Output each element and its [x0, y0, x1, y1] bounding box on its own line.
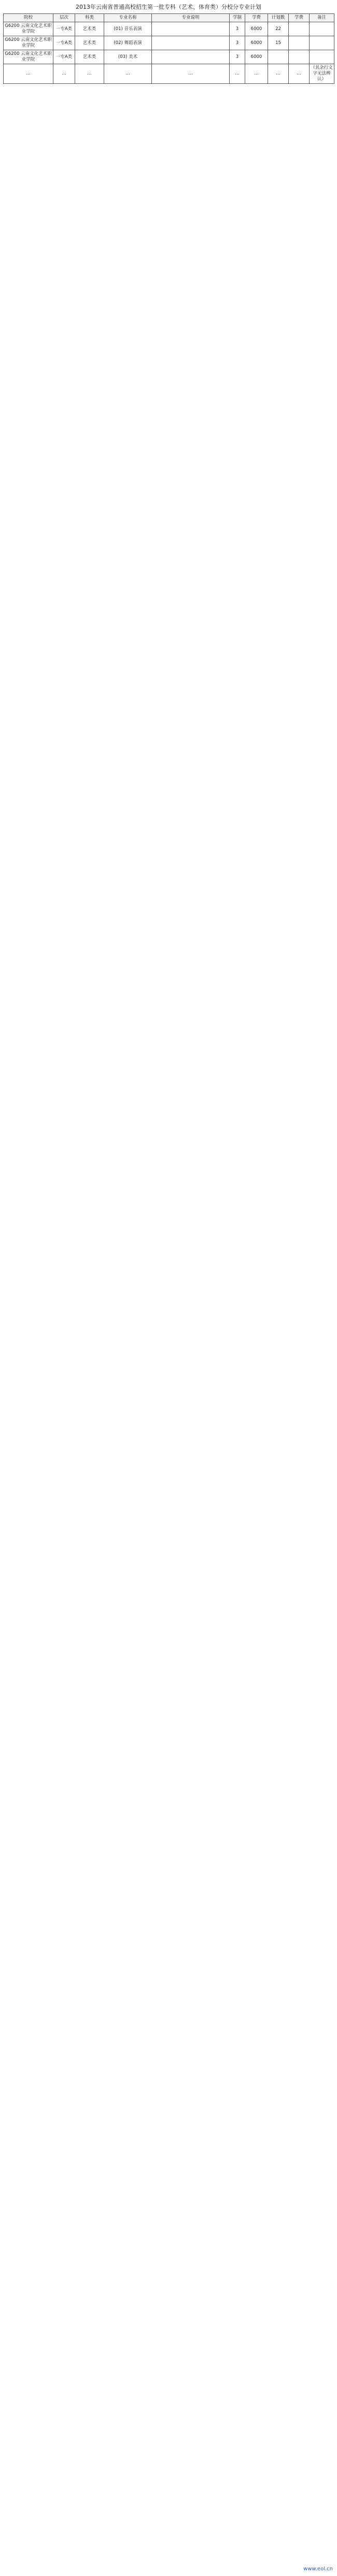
document-title: 2013年云南省普通高校招生第一批专科（艺术、体育类）分校分专业计划 — [76, 4, 261, 10]
site-watermark: www.eol.cn — [303, 2566, 333, 2572]
category-cell: … — [75, 64, 104, 84]
years-cell: 3 — [230, 50, 245, 64]
column-header: 备注 — [310, 14, 334, 22]
table-row — [4, 36, 334, 50]
column-header: 计划数 — [268, 14, 289, 22]
column-header: 专业说明 — [152, 14, 230, 22]
category-cell: 艺术类 — [75, 22, 104, 36]
table-body — [4, 22, 334, 84]
level-cell: … — [53, 64, 75, 84]
major-cell: (01) 音乐表演 — [104, 22, 152, 36]
level-cell: 一专A类 — [53, 36, 75, 50]
fee2-cell — [289, 22, 310, 36]
column-header: 层次 — [53, 14, 75, 22]
school-cell: G6200 云南文化艺术职业学院 — [4, 22, 53, 36]
fee-cell: 6000 — [245, 36, 268, 50]
column-header: 专业名称 — [104, 14, 152, 22]
column-header: 学费 — [289, 14, 310, 22]
plan-count-cell: 15 — [268, 36, 289, 50]
remark-cell — [310, 36, 334, 50]
fee2-cell: … — [289, 64, 310, 84]
remark-cell: （其余行文字无法辨认） — [310, 64, 334, 84]
school-cell: G6200 云南文化艺术职业学院 — [4, 50, 53, 64]
remark-cell — [310, 22, 334, 36]
category-cell: 艺术类 — [75, 36, 104, 50]
table-row — [4, 22, 334, 36]
fee-cell: 6000 — [245, 22, 268, 36]
column-header: 科类 — [75, 14, 104, 22]
note-cell — [152, 36, 230, 50]
remark-cell — [310, 50, 334, 64]
level-cell: 一专A类 — [53, 50, 75, 64]
major-cell: … — [104, 64, 152, 84]
column-header: 学制 — [230, 14, 245, 22]
note-cell — [152, 22, 230, 36]
column-header: 院校 — [4, 14, 53, 22]
fee2-cell — [289, 50, 310, 64]
plan-count-cell: 22 — [268, 22, 289, 36]
fee2-cell — [289, 36, 310, 50]
plan-count-cell — [268, 50, 289, 64]
school-cell: G6200 云南文化艺术职业学院 — [4, 36, 53, 50]
note-cell — [152, 50, 230, 64]
table-row — [4, 50, 334, 64]
years-cell: 3 — [230, 22, 245, 36]
table-header-row — [4, 14, 334, 22]
fee-cell: … — [245, 64, 268, 84]
plan-count-cell: … — [268, 64, 289, 84]
major-cell: (02) 舞蹈表演 — [104, 36, 152, 50]
category-cell: 艺术类 — [75, 50, 104, 64]
school-cell: … — [4, 64, 53, 84]
years-cell: 3 — [230, 36, 245, 50]
note-cell: … — [152, 64, 230, 84]
column-header: 学费 — [245, 14, 268, 22]
level-cell: 一专A类 — [53, 22, 75, 36]
enrollment-plan-table — [3, 13, 334, 84]
table-row — [4, 64, 334, 84]
years-cell: … — [230, 64, 245, 84]
fee-cell: 6000 — [245, 50, 268, 64]
major-cell: (03) 美术 — [104, 50, 152, 64]
